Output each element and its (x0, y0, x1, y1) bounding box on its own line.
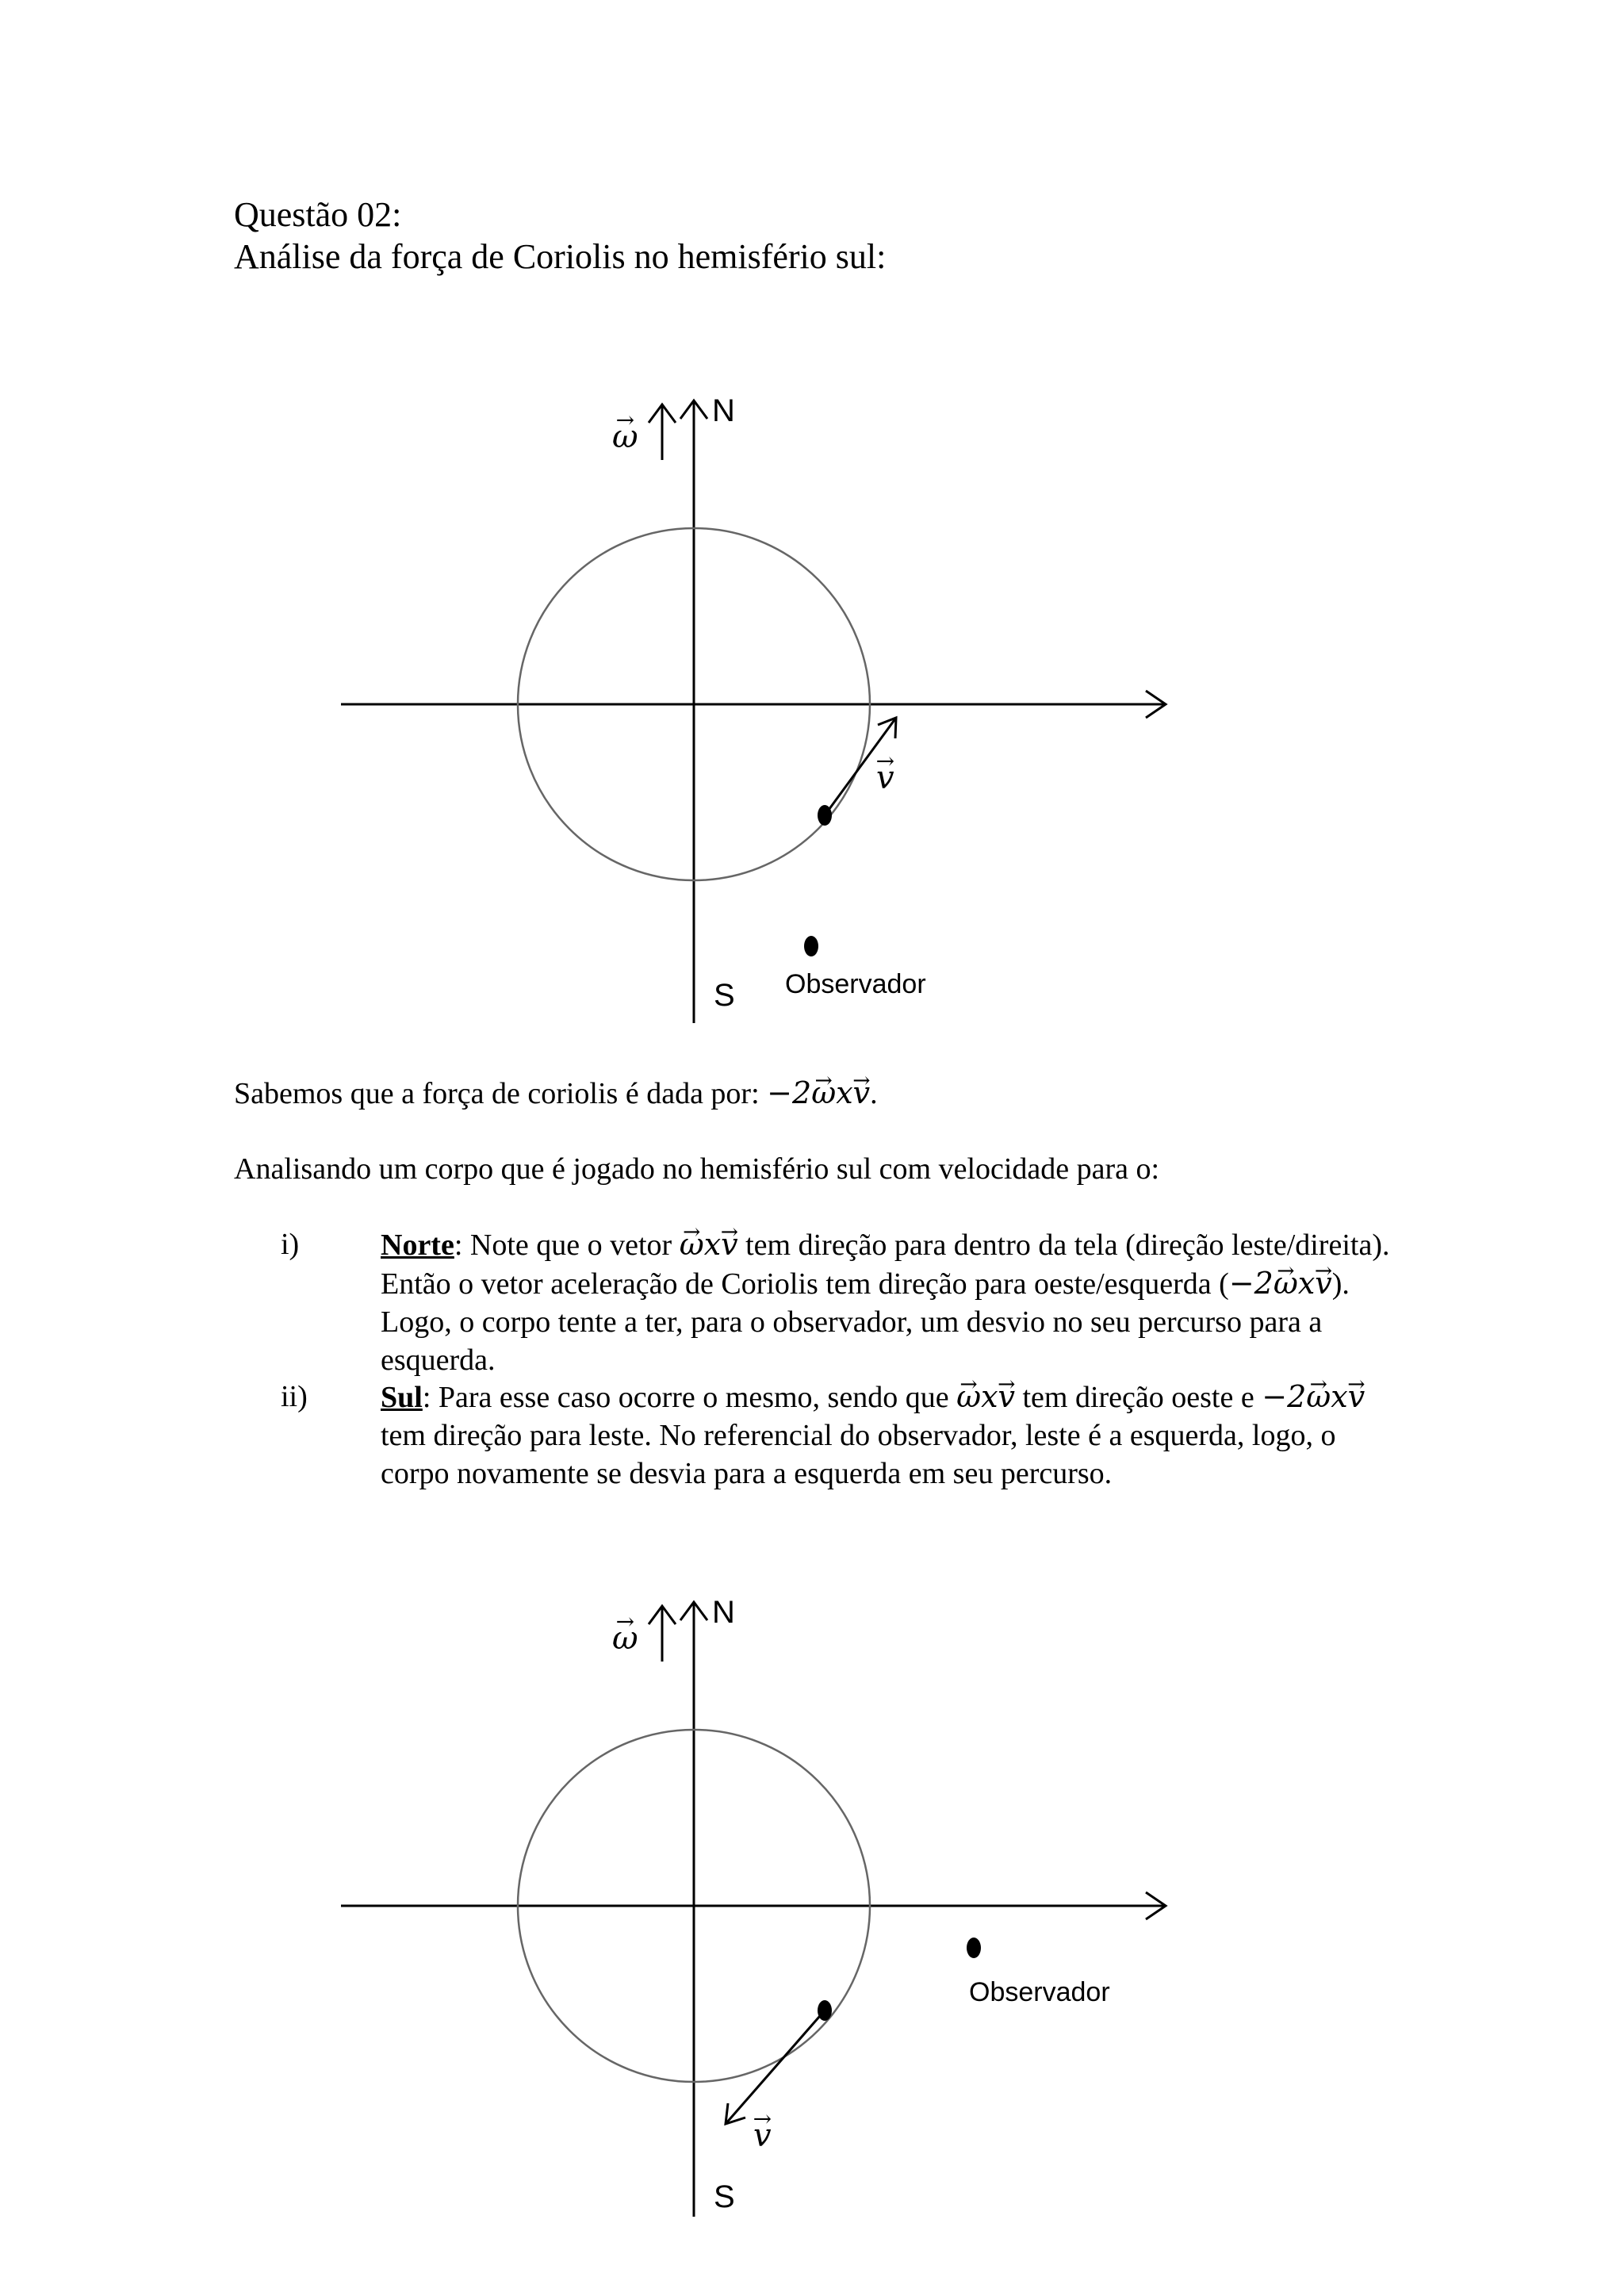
velocity-label-2: → v (753, 2118, 772, 2154)
omega-label-2: → ω (612, 1620, 638, 1657)
omega-label: → ω (612, 419, 638, 455)
formula-line: Sabemos que a força de coriolis é dada por: −2→ ωx→ v. (234, 1074, 878, 1113)
observer-label-2: Observador (969, 1977, 1110, 2007)
item-ii-text: Sul: Para esse caso ocorre o mesmo, sendo que → ωx→ v tem direção oeste e −2→ ωx→ v tem direção para leste. No referencial do observador, leste é a esquerda, logo, o corpo novamente se desvia para a esquerda em seu percurso. (381, 1378, 1411, 1493)
south-label-2: S (714, 2179, 735, 2214)
body-point (818, 2000, 832, 2021)
item-i-text: Norte: Note que o vetor → ωx→ v tem direção para dentro da tela (direção leste/direita). Então o vetor aceleração de Coriolis tem direção para oeste/esquerda (−2→ ωx→ v). Logo, o corpo tente a ter, para o observador, um desvio no seu percurso para a esquerda. (381, 1225, 1411, 1379)
velocity-vector (726, 2010, 825, 2124)
item-i-label: i) (281, 1228, 300, 1261)
observer-label: Observador (785, 969, 926, 999)
question-title: Questão 02: (234, 195, 402, 234)
question-subtitle: Análise da força de Coriolis no hemisfério sul: (234, 237, 887, 276)
analysis-intro: Analisando um corpo que é jogado no hemisfério sul com velocidade para o: (234, 1152, 1160, 1186)
item-ii-label: ii) (281, 1380, 308, 1413)
velocity-label: → v (876, 760, 894, 796)
north-label: N (712, 393, 735, 428)
observer-point (967, 1938, 981, 1958)
north-label-2: N (712, 1595, 735, 1630)
south-label: S (714, 978, 735, 1013)
